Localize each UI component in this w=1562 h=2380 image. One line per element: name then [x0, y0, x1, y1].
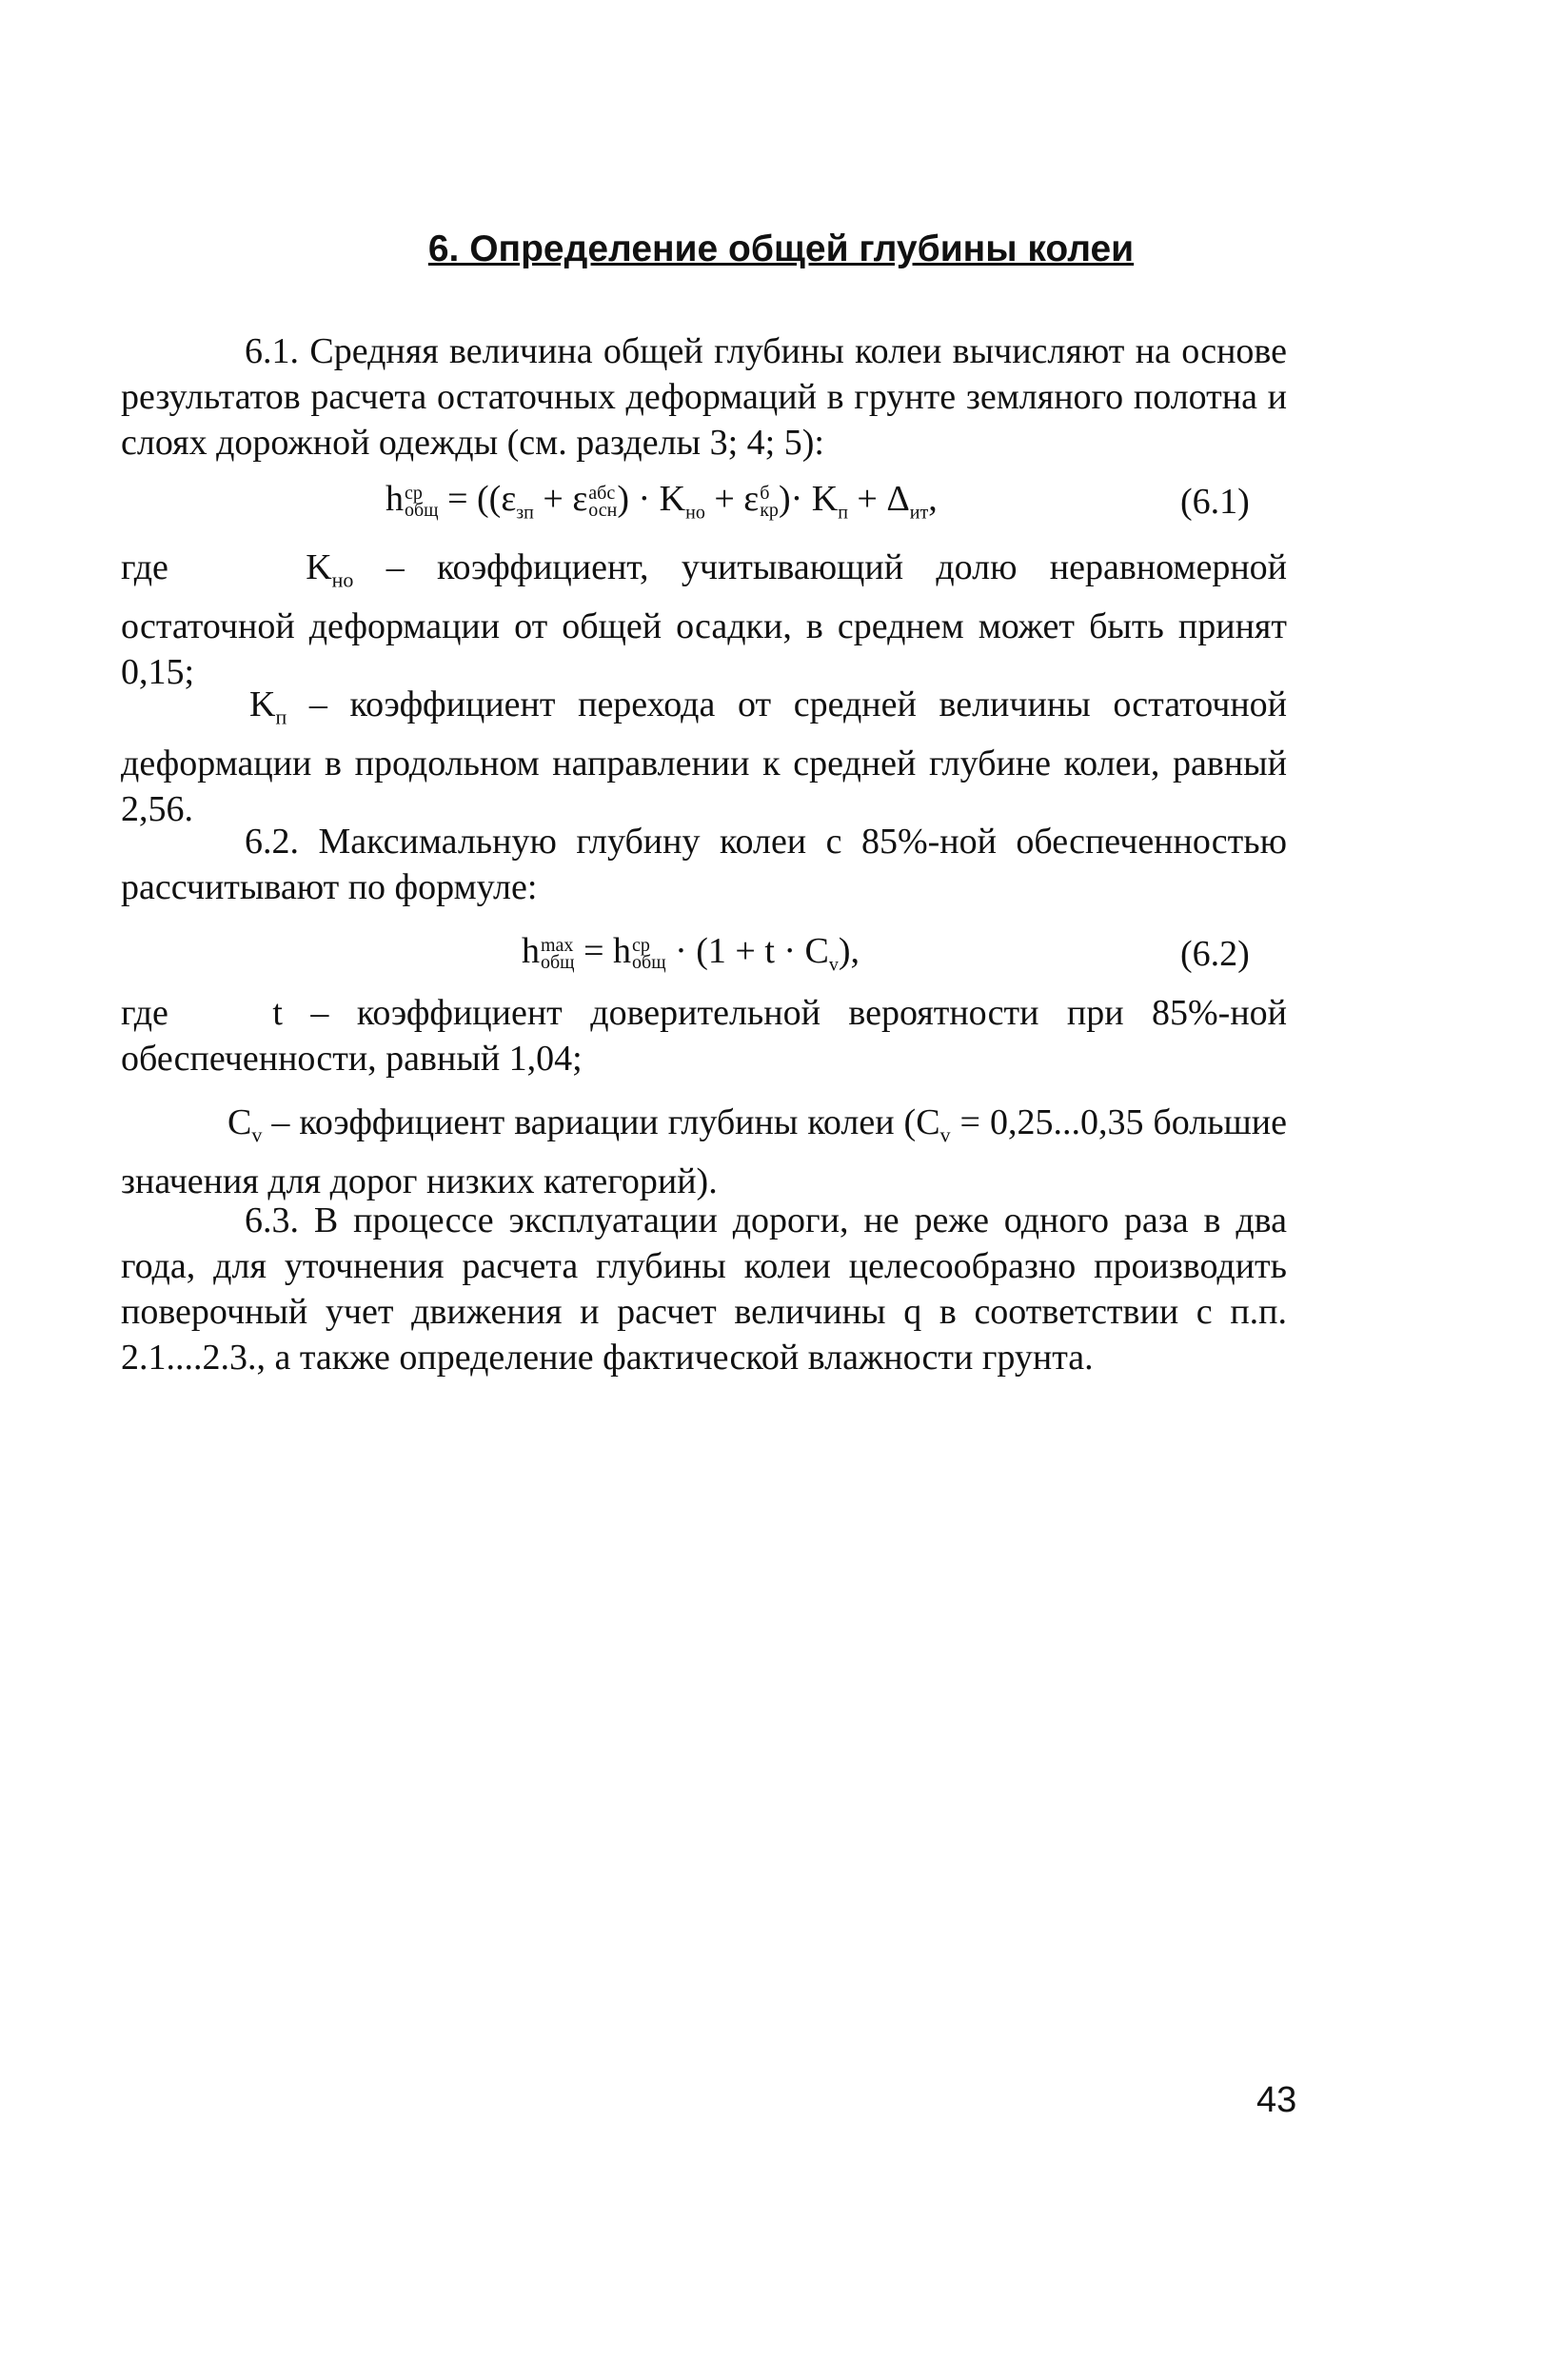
- equation-number-6-1: (6.1): [1180, 482, 1250, 522]
- where-label: где: [121, 547, 168, 587]
- kp-symbol: K: [249, 684, 276, 724]
- cv-text: – коэффициент вариации глубины колеи (: [271, 1102, 917, 1142]
- formula-sup: ср: [632, 935, 650, 957]
- formula-part: + ε: [704, 479, 760, 519]
- formula-part: ),: [838, 931, 860, 971]
- paragraph-6-1-text: 6.1. Средняя величина общей глубины колеи вычисляют на основе результатов расчета остаточных деформаций в грунте земляного полотна и слоях дорожной одежды (см. разделы 3; 4; 5):: [121, 331, 1287, 463]
- kno-symbol: K: [306, 547, 332, 587]
- formula-sup: б: [760, 483, 770, 505]
- cv-symbol: C: [916, 1102, 940, 1142]
- formula-sub: но: [685, 502, 705, 524]
- cv-subscript: v: [251, 1122, 263, 1147]
- t-text: t – коэффициент доверительной вероятности при 85%-ной обеспеченности, равный 1,04;: [121, 993, 1287, 1079]
- formula-sub: зп: [516, 502, 534, 524]
- formula-part: + ε: [533, 479, 588, 519]
- formula-lhs: h: [386, 479, 404, 519]
- formula-part: ((ε: [477, 479, 517, 519]
- formula-sup: абс: [588, 483, 616, 505]
- formula-6-2: [522, 928, 860, 988]
- formula-eq: =: [447, 479, 468, 519]
- formula-part: )· K: [778, 479, 839, 519]
- kp-subscript: п: [275, 704, 287, 729]
- cv-definition: [121, 1100, 1287, 1204]
- formula-sub: общ: [632, 952, 666, 974]
- page-number: 43: [1256, 2080, 1297, 2120]
- formula-lhs: h: [522, 931, 540, 971]
- formula-lhs-sup: ср: [405, 483, 423, 505]
- paragraph-6-3: [121, 1198, 1287, 1380]
- formula-lhs-sub: общ: [405, 500, 439, 522]
- paragraph-6-2-text: 6.2. Максимальную глубину колеи с 85%-ной обеспеченностью рассчитывают по формуле:: [121, 822, 1287, 907]
- formula-sub: осн: [588, 500, 618, 522]
- t-definition: [121, 990, 1287, 1081]
- formula-lhs-sub: общ: [541, 952, 575, 974]
- cv-symbol: C: [227, 1102, 252, 1142]
- paragraph-6-2: [121, 819, 1287, 910]
- kno-text: – коэффициент, учитывающий долю неравномерной остаточной деформации от общей осадки, в среднем может быть принят 0,15;: [121, 547, 1287, 692]
- paragraph-6-1: [121, 328, 1287, 466]
- cv-text: = 0,25...0,35 большие значения для дорог низких категорий).: [121, 1102, 1288, 1201]
- kno-definition: [121, 545, 1287, 695]
- formula-part: + Δ: [847, 479, 910, 519]
- where-label: где: [121, 993, 168, 1033]
- kp-definition: [121, 682, 1287, 832]
- equation-number-6-2: (6.2): [1180, 934, 1250, 974]
- cv-subscript: v: [939, 1122, 951, 1147]
- formula-part: ,: [928, 479, 938, 519]
- formula-6-1: [386, 476, 938, 536]
- formula-part: ) · K: [617, 479, 686, 519]
- formula-sub: v: [828, 954, 839, 976]
- paragraph-6-3-text: 6.3. В процессе эксплуатации дороги, не реже одного раза в два года, для уточнения расчета глубины колеи целесообразно производить поверочный учет движения и расчет величины q в соответствии с п.п. 2.1....2.3., а также определение фактической влажности грунта.: [121, 1200, 1287, 1378]
- formula-sub: п: [838, 502, 848, 524]
- formula-sub: кр: [760, 500, 779, 522]
- formula-sub: ит: [909, 502, 929, 524]
- kno-subscript: но: [331, 567, 354, 592]
- formula-part: = h: [574, 931, 632, 971]
- section-title: 6. Определение общей глубины колеи: [427, 228, 1135, 269]
- formula-part: · (1 + t · C: [665, 931, 829, 971]
- kp-text: – коэффициент перехода от средней величины остаточной деформации в продольном направлении к средней глубине колеи, равный 2,56.: [121, 684, 1288, 829]
- formula-lhs-sup: max: [541, 935, 574, 957]
